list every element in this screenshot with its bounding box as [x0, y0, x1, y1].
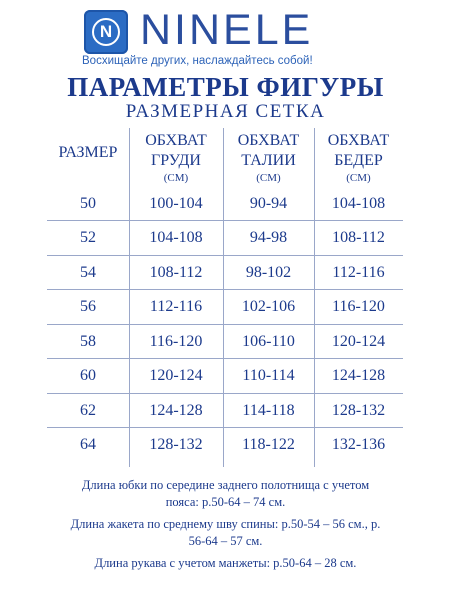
cell-waist: 94-98: [249, 229, 288, 246]
cell-size: 56: [80, 298, 96, 315]
cell-hips: 104-108: [331, 195, 386, 212]
cell-size: 50: [80, 195, 96, 212]
note-jacket-line2: 56-64 – 57 см.: [188, 534, 263, 548]
note-skirt-length: [40, 477, 411, 511]
header-chest: [129, 131, 223, 185]
header-hips-line2: БЕДЕР: [334, 152, 383, 169]
row-divider: [47, 427, 403, 428]
cell-chest: 100-104: [149, 195, 203, 212]
cell-size: 60: [80, 367, 96, 384]
cell-hips: 132-136: [331, 436, 386, 453]
note-skirt-line2: пояса: р.50-64 – 74 см.: [165, 495, 286, 509]
header-chest-line2: ГРУДИ: [151, 152, 201, 169]
row-divider: [47, 358, 403, 359]
cell-hips: 124-128: [331, 367, 386, 384]
note-jacket-line1: Длина жакета по среднему шву спины: р.50-54 – 56 см., р.: [70, 517, 381, 531]
header-size: РАЗМЕР: [58, 144, 118, 161]
row-divider: [47, 289, 403, 290]
brand-tagline: Восхищайте других, наслаждайтесь собой!: [82, 55, 313, 67]
cell-hips: 116-120: [332, 298, 385, 315]
cell-waist: 102-106: [241, 298, 296, 315]
cell-chest: 124-128: [149, 402, 203, 419]
header-chest-line1: ОБХВАТ: [145, 132, 207, 149]
note-jacket-length: [40, 516, 411, 550]
cell-hips: 120-124: [331, 333, 386, 350]
cell-size: 52: [80, 229, 96, 246]
row-divider: [47, 324, 403, 325]
row-divider: [47, 220, 403, 221]
cell-waist: 114-118: [242, 402, 295, 419]
row-divider: [47, 393, 403, 394]
page-title: ПАРАМЕТРЫ ФИГУРЫ: [67, 72, 384, 102]
cell-waist: 90-94: [249, 195, 288, 212]
cell-chest: 104-108: [149, 229, 203, 246]
note-skirt-line1: Длина юбки по середине заднего полотнища с учетом: [81, 478, 370, 492]
header-waist: [223, 131, 314, 185]
cell-waist: 110-114: [242, 367, 295, 384]
note-sleeve-line: Длина рукава с учетом манжеты: р.50-64 – 28 см.: [94, 556, 357, 570]
cell-hips: 112-116: [332, 264, 385, 281]
header-waist-line1: ОБХВАТ: [237, 132, 300, 149]
cell-size: 62: [80, 402, 96, 419]
cell-chest: 108-112: [149, 264, 203, 281]
logo-letter: N: [99, 22, 113, 41]
header-chest-unit: (СМ): [163, 172, 189, 184]
cell-chest: 112-116: [149, 298, 203, 315]
cell-hips: 128-132: [331, 402, 386, 419]
page-subtitle: РАЗМЕРНАЯ СЕТКА: [125, 101, 326, 122]
cell-waist: 118-122: [242, 436, 295, 453]
cell-size: 58: [80, 333, 96, 350]
cell-hips: 108-112: [332, 229, 385, 246]
header-hips-unit: (СМ): [346, 172, 371, 184]
cell-chest: 128-132: [149, 436, 203, 453]
header-waist-unit: (СМ): [256, 172, 281, 184]
cell-waist: 106-110: [242, 333, 295, 350]
cell-size: 54: [80, 264, 96, 281]
cell-size: 64: [80, 436, 96, 453]
cell-chest: 116-120: [149, 333, 203, 350]
cell-waist: 98-102: [245, 264, 292, 281]
note-sleeve-length: [40, 555, 411, 572]
row-divider: [47, 255, 403, 256]
brand-name: NINELE: [140, 6, 314, 54]
cell-chest: 120-124: [149, 367, 203, 384]
header-hips: [314, 131, 403, 185]
header-waist-line2: ТАЛИИ: [241, 152, 296, 169]
header-hips-line1: ОБХВАТ: [327, 132, 390, 149]
